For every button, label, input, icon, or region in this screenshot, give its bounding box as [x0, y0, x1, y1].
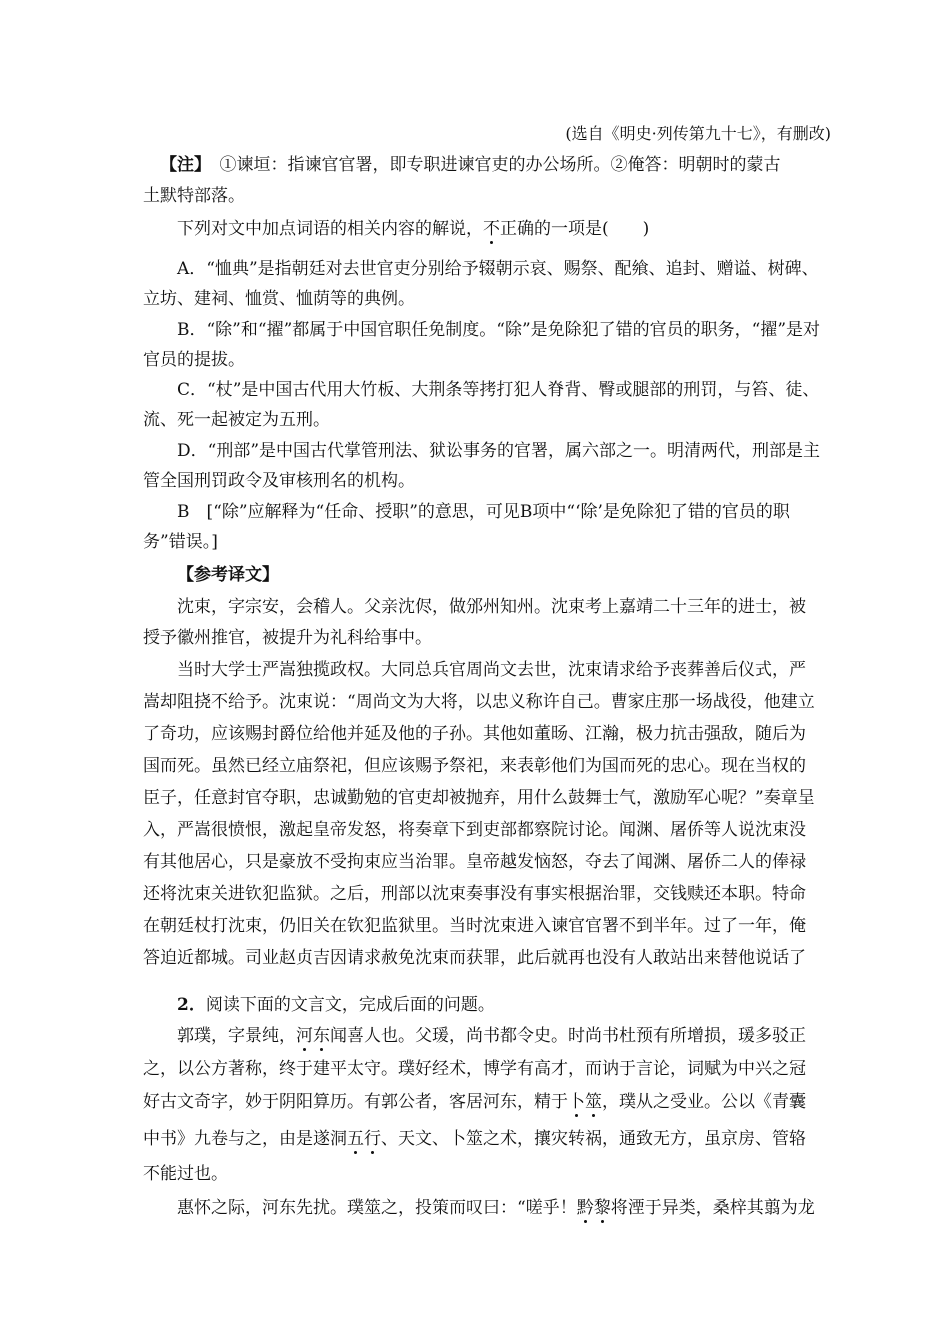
translation-p2-line-4: 国而死。虽然已经立庙祭祀，但应该赐予祭祀，来表彰他们为国而死的忠心。现在当权的 — [143, 756, 806, 776]
translation-p2-line-10: 答迫近都城。司业赵贞吉因请求赦免沈束而获罪，此后就再也没有人敢站出来替他说话了 — [143, 948, 806, 968]
dotted-char: 筮 — [585, 1092, 602, 1112]
source-note: (选自《明史·列传第九十七》，有删改) — [565, 124, 831, 143]
translation-p1-line-2: 授予徽州推官，被提升为礼科给事中。 — [143, 628, 432, 648]
option-d-line-1: D．“刑部”是中国古代掌管刑法、狱讼事务的官署，属六部之一。明清两代，刑部是主 — [177, 441, 821, 461]
dotted-char: 不 — [483, 219, 500, 239]
translation-p2-line-3: 了奇功，应该赐封爵位给他并延及他的子孙。其他如董旸、江瀚，极力抗击强敌，随后为 — [143, 724, 806, 744]
dotted-char: 黔 — [576, 1198, 594, 1218]
dotted-char: 卜 — [568, 1092, 585, 1112]
option-d-line-2: 管全国刑罚政令及审核刑名的机构。 — [143, 471, 415, 491]
passage-line-6: 惠怀之际，河东先扰。璞筮之，投策而叹曰：“嗟乎！黔黎将湮于异类，桑梓其翦为龙 — [177, 1198, 815, 1218]
answer-line-1: B [“除”应解释为“任命、授职”的意思，可见B项中“‘除’是免除犯了错的官员的职 — [177, 502, 790, 522]
translation-p2-line-2: 嵩却阻挠不给予。沈束说：“周尚文为大将，以忠义称许自己。曹家庄那一场战役，他建立 — [143, 692, 815, 712]
option-a-line-2: 立坊、建祠、恤赏、恤荫等的典例。 — [143, 289, 415, 309]
option-a-line-1: A．“恤典”是指朝廷对去世官吏分别给予辍朝示哀、赐祭、配飨、追封、赠谥、树碑、 — [177, 259, 819, 279]
note-line-1: 【注】 ①谏垣：指谏官官署，即专职进谏官吏的办公场所。②俺答：明朝时的蒙古 — [160, 155, 781, 175]
option-c-line-1: C．“杖”是中国古代用大竹板、大荆条等拷打犯人脊背、臀或腿部的刑罚，与笞、徒、 — [177, 380, 820, 400]
option-b-line-1: B．“除”和“擢”都属于中国官职任免制度。“除”是免除犯了错的官员的职务，“擢”是对 — [177, 320, 821, 340]
translation-p2-line-6: 入，严嵩很愤恨，激起皇帝发怒，将奏章下到吏部都察院讨论。闻渊、屠侨等人说沈束没 — [143, 820, 806, 840]
dotted-char: 行 — [364, 1129, 381, 1149]
dotted-char: 东 — [313, 1026, 330, 1046]
question-2-title: 2．阅读下面的文言文，完成后面的问题。 — [177, 995, 495, 1015]
translation-p2-line-7: 有其他居心，只是豪放不受拘束应当治罪。皇帝越发恼怒，夺去了闻渊、屠侨二人的俸禄 — [143, 852, 806, 872]
translation-p2-line-8: 还将沈束关进钦犯监狱。之后，刑部以沈束奏事没有事实根据治罪，交钱赎还本职。特命 — [143, 884, 806, 904]
passage-line-4: 中书》九卷与之，由是遂洞五行、天文、卜筮之术，攘灾转祸，通致无方，虽京房、管辂 — [143, 1129, 806, 1149]
passage-line-2: 之，以公方著称，终于建平太守。璞好经术，博学有高才，而讷于言论，词赋为中兴之冠 — [143, 1059, 806, 1079]
question-stem: 下列对文中加点词语的相关内容的解说，不正确的一项是( ) — [177, 219, 650, 239]
dotted-char: 黎 — [593, 1198, 611, 1218]
passage-line-3: 好古文奇字，妙于阴阳算历。有郭公者，客居河东，精于卜筮，璞从之受业。公以《青囊 — [143, 1092, 806, 1112]
passage-line-1: 郭璞，字景纯，河东闻喜人也。父瑗，尚书都令史。时尚书杜预有所增损，瑗多驳正 — [177, 1026, 806, 1046]
translation-p2-line-1: 当时大学士严嵩独揽政权。大同总兵官周尚文去世，沈束请求给予丧葬善后仪式，严 — [177, 660, 806, 680]
dotted-char: 河 — [296, 1026, 313, 1046]
passage-line-5: 不能过也。 — [143, 1164, 228, 1184]
translation-p1-line-1: 沈束，字宗安，会稽人。父亲沈侭，做邠州知州。沈束考上嘉靖二十三年的进士，被 — [177, 597, 806, 617]
translation-p2-line-5: 臣子，任意封官夺职，忠诚勤勉的官吏却被抛弃，用什么鼓舞士气，激励军心呢？”奏章呈 — [143, 788, 815, 808]
answer-line-2: 务”错误。] — [143, 532, 218, 552]
note-label: 【注】 — [160, 155, 203, 175]
option-c-line-2: 流、死一起被定为五刑。 — [143, 410, 330, 430]
translation-heading: 【参考译文】 — [177, 565, 279, 585]
note-line-2: 土默特部落。 — [143, 186, 245, 206]
dotted-char: 五 — [347, 1129, 364, 1149]
translation-p2-line-9: 在朝廷杖打沈束，仍旧关在钦犯监狱里。当时沈束进入谏官官署不到半年。过了一年，俺 — [143, 916, 806, 936]
option-b-line-2: 官员的提拔。 — [143, 350, 245, 370]
